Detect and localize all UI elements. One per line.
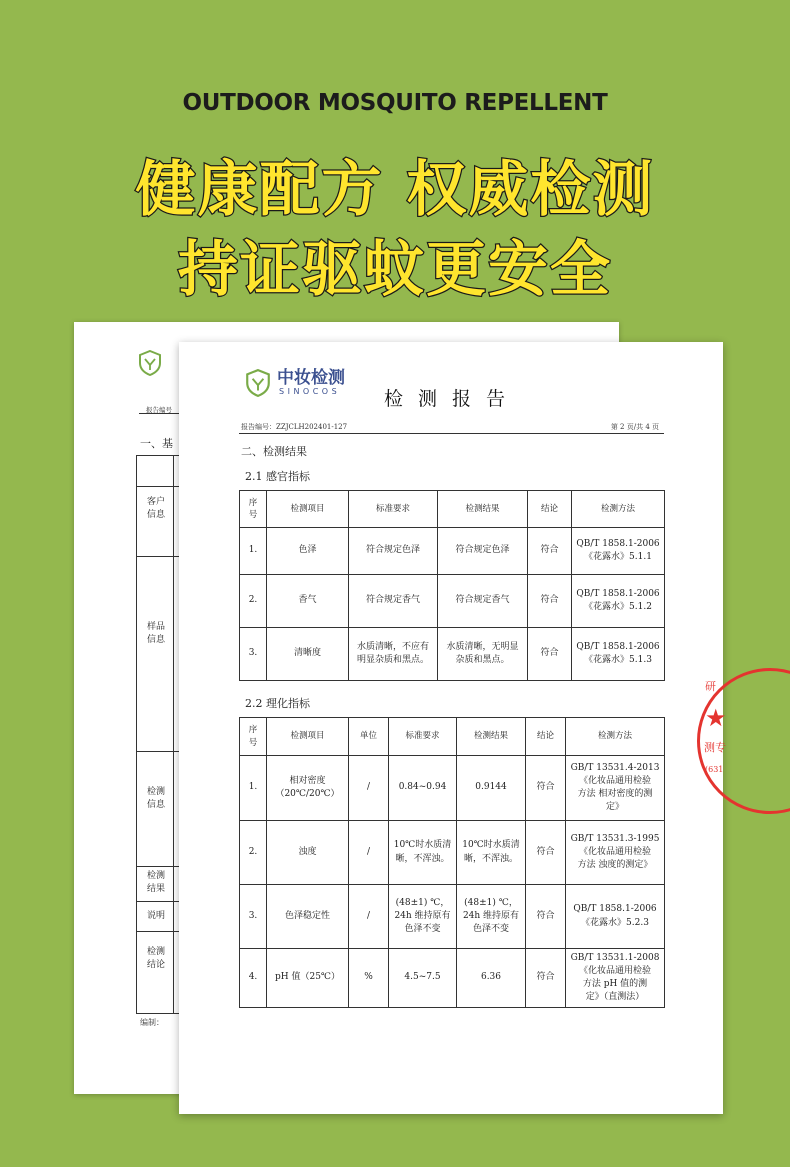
physchem-table — [239, 717, 665, 1008]
back-row-label: 样品信息 — [146, 622, 165, 645]
table-cell: 符合 — [528, 628, 572, 681]
title-en: OUTDOOR MOSQUITO REPELLENT — [182, 90, 608, 116]
page-info: 第 2 页/共 4 页 — [610, 423, 659, 431]
report-title: 检测报告 — [384, 388, 521, 410]
table-cell: 0.84~0.94 — [389, 756, 457, 821]
table-row — [240, 575, 665, 628]
headline-line-2: 持证驱蚊更安全 — [178, 235, 612, 305]
shield-logo-icon — [245, 369, 271, 397]
table-cell: 3. — [240, 885, 267, 949]
brand-name-en: SINOCOS — [279, 387, 341, 396]
back-row-label: 检测信息 — [146, 787, 165, 810]
table-cell: 水质清晰，不应有 明显杂质和黑点。 — [349, 628, 438, 681]
back-row-label: 客户信息 — [146, 497, 165, 520]
table-cell: / — [349, 885, 389, 949]
table-cell: 符合规定色泽 — [349, 528, 438, 575]
table-cell: QB/T 1858.1-2006 《花露水》5.1.2 — [572, 575, 665, 628]
column-header: 检测方法 — [566, 718, 665, 756]
table-cell: 符合 — [526, 756, 566, 821]
stamp-text: (631 — [705, 765, 724, 774]
back-row-label: 检测结果 — [146, 871, 165, 894]
table-cell: % — [349, 949, 389, 1008]
table-header-row — [240, 718, 665, 756]
table-cell: QB/T 1858.1-2006 《花露水》5.2.3 — [566, 885, 665, 949]
table-cell: 符合规定色泽 — [438, 528, 528, 575]
table-cell: 3. — [240, 628, 267, 681]
stamp-text: 测专 — [704, 741, 726, 754]
table-cell: 4. — [240, 949, 267, 1008]
headline-line-1: 健康配方 权威检测 — [135, 155, 655, 225]
table-cell: 0.9144 — [457, 756, 526, 821]
table-cell: / — [349, 756, 389, 821]
table-cell: GB/T 13531.1-2008 《化妆品通用检验 方法 pH 值的测 定》（直测法） — [566, 949, 665, 1008]
back-row-label: 说明 — [146, 911, 165, 921]
table-cell: 浊度 — [267, 821, 349, 885]
back-footer: 编制： — [140, 1018, 164, 1027]
table-cell: 清晰度 — [267, 628, 349, 681]
column-header: 结论 — [528, 491, 572, 528]
table-row — [240, 756, 665, 821]
table-cell: 符合规定香气 — [349, 575, 438, 628]
table-cell: QB/T 1858.1-2006 《花露水》5.1.1 — [572, 528, 665, 575]
column-header: 标准要求 — [349, 491, 438, 528]
table-row — [240, 628, 665, 681]
shield-logo-icon — [138, 350, 162, 376]
table-cell: 相对密度 （20℃/20℃） — [267, 756, 349, 821]
section-heading-results: 二、检测结果 — [241, 445, 307, 458]
table-cell: 2. — [240, 821, 267, 885]
back-row-label: 检测结论 — [146, 947, 165, 970]
column-header: 序 号 — [240, 718, 267, 756]
column-header: 单位 — [349, 718, 389, 756]
table-cell: GB/T 13531.3-1995 《化妆品通用检验 方法 浊度的测定》 — [566, 821, 665, 885]
column-header: 检测项目 — [267, 718, 349, 756]
column-header: 检测方法 — [572, 491, 665, 528]
table-cell: (48±1) ℃， 24h 维持原有 色泽不变 — [457, 885, 526, 949]
table-cell: 2. — [240, 575, 267, 628]
table-cell: 符合 — [526, 885, 566, 949]
column-header: 检测结果 — [457, 718, 526, 756]
report-number: 报告编号：ZZJCLH202401-127 — [241, 423, 348, 431]
table-cell: 符合 — [528, 528, 572, 575]
table-cell: pH 值（25℃） — [267, 949, 349, 1008]
header-divider — [239, 433, 664, 434]
table-cell: 符合 — [526, 949, 566, 1008]
column-header: 结论 — [526, 718, 566, 756]
table-cell: 4.5~7.5 — [389, 949, 457, 1008]
table-cell: (48±1) ℃， 24h 维持原有 色泽不变 — [389, 885, 457, 949]
table-header-row — [240, 491, 665, 528]
back-section-heading: 一、基 — [140, 437, 173, 450]
table-cell: 10℃时水质清 晰，不浑浊。 — [457, 821, 526, 885]
table-row — [240, 885, 665, 949]
column-header: 检测结果 — [438, 491, 528, 528]
table-cell: 1. — [240, 756, 267, 821]
table-cell: QB/T 1858.1-2006 《花露水》5.1.3 — [572, 628, 665, 681]
table-cell: 符合 — [526, 821, 566, 885]
table-cell: 符合 — [528, 575, 572, 628]
table-cell: 香气 — [267, 575, 349, 628]
table-cell: 色泽稳定性 — [267, 885, 349, 949]
star-icon: ★ — [705, 704, 727, 732]
stamp-text: 研 — [705, 680, 716, 693]
back-report-number: 报告编号 — [146, 406, 172, 414]
column-header: 序 号 — [240, 491, 267, 528]
table-cell: 符合规定香气 — [438, 575, 528, 628]
table-cell: 6.36 — [457, 949, 526, 1008]
column-header: 标准要求 — [389, 718, 457, 756]
table-cell: / — [349, 821, 389, 885]
brand-name: 中妆检测 — [277, 368, 345, 388]
table-cell: GB/T 13531.4-2013 《化妆品通用检验 方法 相对密度的测 定》 — [566, 756, 665, 821]
table-cell: 色泽 — [267, 528, 349, 575]
table-cell: 1. — [240, 528, 267, 575]
table-row — [240, 821, 665, 885]
table-cell: 10℃时水质清 晰，不浑浊。 — [389, 821, 457, 885]
table-cell: 水质清晰，无明显 杂质和黑点。 — [438, 628, 528, 681]
sensory-table — [239, 490, 665, 681]
section-heading-sensory: 2.1 感官指标 — [245, 470, 310, 483]
table-row — [240, 528, 665, 575]
column-header: 检测项目 — [267, 491, 349, 528]
table-row — [240, 949, 665, 1008]
section-heading-physchem: 2.2 理化指标 — [245, 697, 310, 710]
front-report-page — [179, 342, 723, 1114]
